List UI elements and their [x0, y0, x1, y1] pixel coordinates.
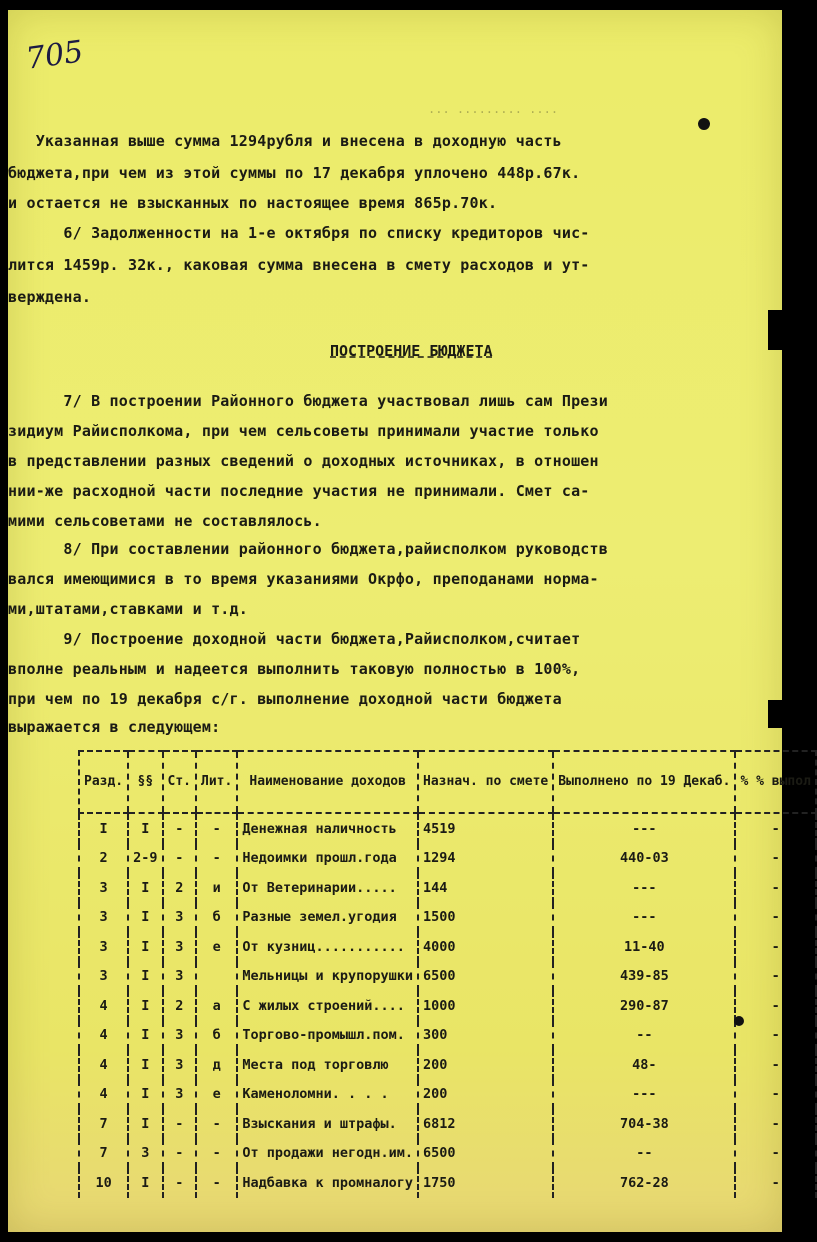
cell-executed: ---	[553, 813, 735, 844]
cell-section: 3	[79, 962, 128, 992]
cell-letter: б	[196, 903, 237, 933]
cell-paragraph: I	[128, 873, 162, 903]
paragraph-line: 9/ Построение доходной части бюджета,Райисполком,считает	[8, 630, 581, 648]
paragraph-line: ми,штатами,ставками и т.д.	[8, 600, 248, 618]
cell-paragraph: I	[128, 1021, 162, 1051]
cell-letter: а	[196, 991, 237, 1021]
cell-letter: б	[196, 1021, 237, 1051]
cell-letter: -	[196, 1109, 237, 1139]
paragraph-line: 8/ При составлении районного бюджета,райисполком руководств	[8, 540, 608, 558]
cell-revenue-name: Места под торговлю	[237, 1050, 418, 1080]
cell-letter: -	[196, 1168, 237, 1198]
cell-section: 7	[79, 1139, 128, 1169]
table-row	[79, 813, 816, 844]
cell-letter: -	[196, 1139, 237, 1169]
table-row	[79, 1139, 816, 1169]
cell-paragraph: I	[128, 1050, 162, 1080]
cell-executed: --	[553, 1021, 735, 1051]
cell-executed: 762-28	[553, 1168, 735, 1198]
cell-executed: ---	[553, 873, 735, 903]
cell-article: 3	[163, 903, 196, 933]
revenue-table	[78, 750, 817, 1198]
cell-letter: и	[196, 873, 237, 903]
paragraph-line: при чем по 19 декабря с/г. выполнение доходной части бюджета	[8, 690, 562, 708]
cell-revenue-name: От продажи негодн.им.	[237, 1139, 418, 1169]
cell-executed: 11-40	[553, 932, 735, 962]
cell-budgeted: 200	[418, 1080, 553, 1110]
section-heading: ПОСТРОЕНИЕ БЮДЖЕТА	[330, 342, 493, 360]
cell-executed: --	[553, 1139, 735, 1169]
cell-section: 4	[79, 1050, 128, 1080]
table-row	[79, 1168, 816, 1198]
document-page	[8, 10, 811, 1232]
table-row	[79, 962, 816, 992]
col-header-article: Ст.	[163, 751, 196, 813]
cell-paragraph: I	[128, 903, 162, 933]
cell-percent: -	[735, 962, 815, 992]
ink-blot	[734, 1016, 744, 1026]
cell-percent: -	[735, 1021, 815, 1051]
cell-budgeted: 200	[418, 1050, 553, 1080]
ink-blot	[698, 118, 710, 130]
cell-section: 10	[79, 1168, 128, 1198]
folio-number: 705	[23, 34, 86, 77]
cell-percent: -	[735, 844, 815, 874]
cell-section: 4	[79, 991, 128, 1021]
cell-revenue-name: Денежная наличность	[237, 813, 418, 844]
cell-budgeted: 1750	[418, 1168, 553, 1198]
cell-budgeted: 1294	[418, 844, 553, 874]
paragraph-line: выражается в следующем:	[8, 718, 221, 736]
cell-paragraph: I	[128, 1080, 162, 1110]
table-row	[79, 903, 816, 933]
cell-paragraph: 3	[128, 1139, 162, 1169]
paragraph-line: в представлении разных сведений о доходных источниках, в отношен	[8, 452, 599, 470]
cell-revenue-name: Мельницы и крупорушки	[237, 962, 418, 992]
cell-percent: -	[735, 873, 815, 903]
table-row	[79, 1050, 816, 1080]
cell-letter: -	[196, 813, 237, 844]
cell-budgeted: 6500	[418, 1139, 553, 1169]
cell-article: 2	[163, 991, 196, 1021]
col-header-percent: % % выпол	[735, 751, 815, 813]
table-row	[79, 1109, 816, 1139]
cell-percent: -	[735, 932, 815, 962]
cell-revenue-name: От кузниц...........	[237, 932, 418, 962]
table-row	[79, 1080, 816, 1110]
cell-section: 3	[79, 873, 128, 903]
cell-percent: -	[735, 991, 815, 1021]
paragraph-line: лится 1459р. 32к., каковая сумма внесена в смету расходов и ут-	[8, 256, 590, 274]
col-header-letter: Лит.	[196, 751, 237, 813]
cell-budgeted: 1500	[418, 903, 553, 933]
cell-article: 3	[163, 962, 196, 992]
cell-percent: -	[735, 1080, 815, 1110]
cell-section: 2	[79, 844, 128, 874]
faint-text-line: ... ......... ....	[428, 102, 559, 116]
paragraph-line: и остается не взысканных по настоящее время 865р.70к.	[8, 194, 498, 212]
cell-executed: 48-	[553, 1050, 735, 1080]
cell-budgeted: 144	[418, 873, 553, 903]
cell-revenue-name: С жилых строений....	[237, 991, 418, 1021]
cell-article: 3	[163, 1021, 196, 1051]
paragraph-line: верждена.	[8, 288, 92, 306]
torn-edge	[768, 700, 782, 728]
table-row	[79, 991, 816, 1021]
cell-executed: ---	[553, 903, 735, 933]
table-row	[79, 1021, 816, 1051]
cell-percent: -	[735, 1109, 815, 1139]
cell-section: 7	[79, 1109, 128, 1139]
torn-edge	[768, 310, 782, 350]
col-header-budgeted: Назнач. по смете	[418, 751, 553, 813]
paragraph-line: зидиум Райисполкома, при чем сельсоветы принимали участие только	[8, 422, 599, 440]
paragraph-line: вался имеющимися в то время указаниями Окрфо, преподанами норма-	[8, 570, 599, 588]
cell-section: 4	[79, 1021, 128, 1051]
cell-section: 3	[79, 932, 128, 962]
cell-letter	[196, 962, 237, 992]
cell-percent: -	[735, 903, 815, 933]
cell-article: -	[163, 844, 196, 874]
table-row	[79, 844, 816, 874]
cell-article: -	[163, 1168, 196, 1198]
paragraph-line: 6/ Задолженности на 1-е октября по списку кредиторов чис-	[8, 224, 590, 242]
paragraph-line: мими сельсоветами не составлялось.	[8, 512, 322, 530]
cell-revenue-name: Надбавка к промналогу	[237, 1168, 418, 1198]
cell-paragraph: 2-9	[128, 844, 162, 874]
cell-article: 3	[163, 932, 196, 962]
cell-paragraph: I	[128, 1168, 162, 1198]
col-header-paragraph: §§	[128, 751, 162, 813]
cell-article: -	[163, 1139, 196, 1169]
paragraph-line: бюджета,при чем из этой суммы по 17 декабря уплочено 448р.67к.	[8, 164, 581, 182]
col-header-section: Разд.	[79, 751, 128, 813]
cell-paragraph: I	[128, 991, 162, 1021]
cell-budgeted: 4519	[418, 813, 553, 844]
cell-letter: д	[196, 1050, 237, 1080]
cell-paragraph: I	[128, 813, 162, 844]
cell-article: -	[163, 813, 196, 844]
cell-paragraph: I	[128, 932, 162, 962]
cell-letter: -	[196, 844, 237, 874]
paragraph-line: 7/ В построении Районного бюджета участвовал лишь сам Прези	[8, 392, 608, 410]
cell-percent: -	[735, 813, 815, 844]
cell-executed: 290-87	[553, 991, 735, 1021]
cell-budgeted: 1000	[418, 991, 553, 1021]
cell-paragraph: I	[128, 1109, 162, 1139]
cell-revenue-name: Недоимки прошл.года	[237, 844, 418, 874]
cell-budgeted: 6500	[418, 962, 553, 992]
cell-percent: -	[735, 1139, 815, 1169]
cell-article: 3	[163, 1080, 196, 1110]
cell-section: 3	[79, 903, 128, 933]
cell-letter: е	[196, 932, 237, 962]
paragraph-line: Указанная выше сумма 1294рубля и внесена в доходную часть	[8, 132, 562, 150]
cell-article: 3	[163, 1050, 196, 1080]
cell-percent: -	[735, 1168, 815, 1198]
cell-revenue-name: Разные земел.угодия	[237, 903, 418, 933]
col-header-revenue-name: Наименование доходов	[237, 751, 418, 813]
cell-letter: е	[196, 1080, 237, 1110]
paragraph-line: нии-же расходной части последние участия не принимали. Смет са-	[8, 482, 590, 500]
cell-section: 4	[79, 1080, 128, 1110]
cell-percent: -	[735, 1050, 815, 1080]
table-row	[79, 873, 816, 903]
paragraph-line: вполне реальным и надеется выполнить таковую полностью в 100%,	[8, 660, 581, 678]
table-header-row	[79, 751, 816, 813]
cell-budgeted: 4000	[418, 932, 553, 962]
cell-revenue-name: От Ветеринарии.....	[237, 873, 418, 903]
cell-executed: 440-03	[553, 844, 735, 874]
cell-revenue-name: Торгово-промышл.пом.	[237, 1021, 418, 1051]
cell-paragraph: I	[128, 962, 162, 992]
cell-article: 2	[163, 873, 196, 903]
cell-budgeted: 300	[418, 1021, 553, 1051]
cell-executed: 439-85	[553, 962, 735, 992]
cell-executed: 704-38	[553, 1109, 735, 1139]
cell-executed: ---	[553, 1080, 735, 1110]
cell-section: I	[79, 813, 128, 844]
cell-revenue-name: Каменоломни. . . .	[237, 1080, 418, 1110]
col-header-executed: Выполнено по 19 Декаб.	[553, 751, 735, 813]
table-row	[79, 932, 816, 962]
cell-budgeted: 6812	[418, 1109, 553, 1139]
cell-revenue-name: Взыскания и штрафы.	[237, 1109, 418, 1139]
cell-article: -	[163, 1109, 196, 1139]
